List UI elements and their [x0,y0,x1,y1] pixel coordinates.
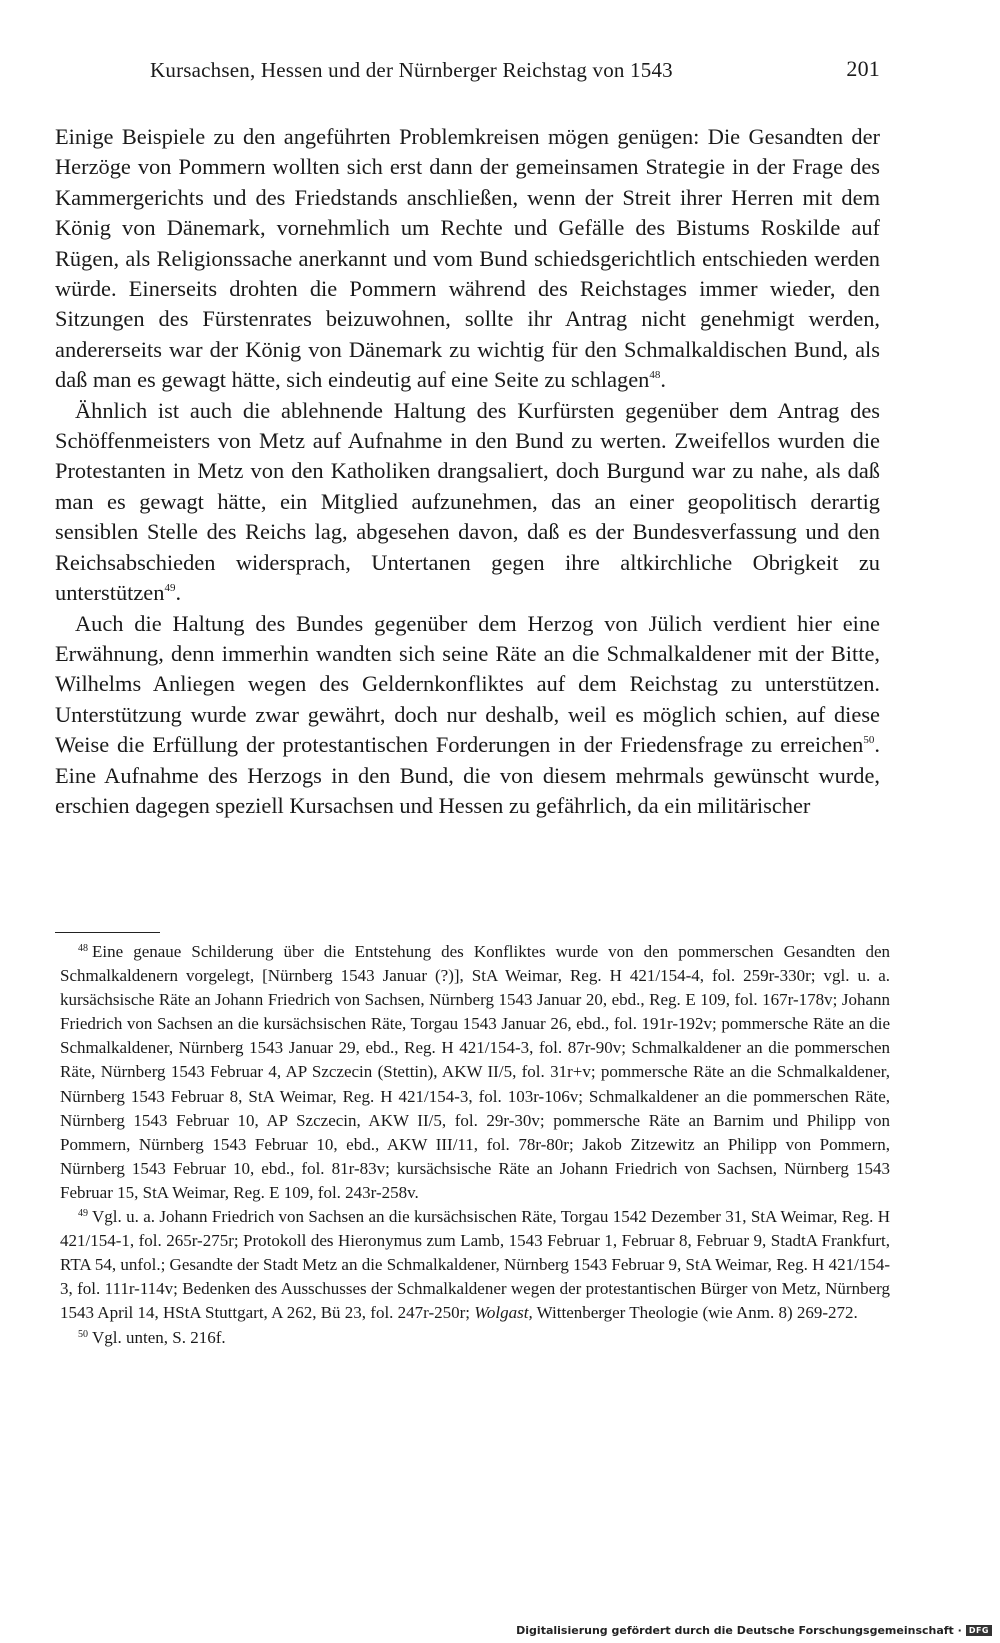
footnote-ref-48[interactable]: 48 [649,369,661,382]
footnotes [60,940,890,1350]
footnote-mark: 49 [78,1208,88,1220]
footnote-ref-50[interactable]: 50 [863,734,875,747]
paragraph-tail: . [175,580,182,606]
footnote-50 [60,1326,890,1350]
footnote-text-tail: Wittenberger Theologie (wie Anm. 8) 269-272. [532,1303,858,1323]
credit-text: Digitalisierung gefördert durch die Deutsche Forschungsgemeinschaft · [516,1624,962,1637]
paragraph-1 [55,122,880,396]
running-header [150,58,880,83]
page-number: 201 [846,56,880,81]
paragraph-text: Auch die Haltung des Bundes gegenüber dem Herzog von Jülich verdient hier eine Erwähnung, denn immerhin wandten sich seine Räte an die Schmalkaldener mit der Bitte, Wilhelms Anliegen wegen des Geldernkonfliktes auf dem Reichstag zu unterstützen. Unterstützung wurde zwar gewährt, doch nur deshalb, weil es möglich schien, auf diese Weise die Erfüllung der protestantischen Forderungen in der Friedensfrage zu erreichen [55,610,880,758]
footnote-separator [55,932,160,933]
dfg-logo: DFG [966,1625,992,1636]
main-text [55,122,880,821]
footnote-48 [60,940,890,1205]
footnote-text: Vgl. unten, S. 216f. [92,1327,226,1347]
paragraph-3 [55,609,880,822]
paragraph-2 [55,396,880,609]
footnote-ref-49[interactable]: 49 [164,582,176,595]
footnote-mark: 48 [78,943,88,954]
running-title: Kursachsen, Hessen und der Nürnberger Reichstag von 1543 [150,58,673,82]
paragraph-tail: . Eine Aufnahme des Herzogs in den Bund, die von diesem mehrmals gewünscht wurde, erschien dagegen speziell Kursachsen und Hessen zu gefährlich, da ein militärischer [55,732,880,818]
footnote-text: Vgl. u. a. Johann Friedrich von Sachsen an die kursächsischen Räte, Torgau 1542 Dezember 31, StA Weimar, Reg. H 421/154-1, fol. 265r-275r; Protokoll des Hieronymus zum Lamb, 1543 Februar 1, Februar 8, Februar 9, StadtA Frankfurt, RTA 54, unfol.; Gesandte der Stadt Metz an die Schmalkaldener, Nürnberg 1543 Februar 9, StA Weimar, Reg. H 421/154-3, fol. 111r-114v; Bedenken des Ausschusses der Schmalkaldener wegen der protestantischen Bürger von Metz, Nürnberg 1543 April 14, HStA Stuttgart, A 262, Bü 23, fol. 247r-250r; [60,1207,890,1323]
paragraph-text: Ähnlich ist auch die ablehnende Haltung des Kurfürsten gegenüber dem Antrag des Schöffenmeisters von Metz auf Aufnahme in den Bund zu werten. Zweifellos wurden die Protestanten in Metz von den Katholiken drangsaliert, doch Burgund war zu nahe, als daß man es gewagt hätte, ein Mitglied aufzunehmen, das an einer geopolitisch derartig sensiblen Stelle des Reichs lag, abgesehen davon, daß es der Bundesverfassung und den Reichsabschieden widersprach, Untertanen gegen ihre altkirchliche Obrigkeit zu unterstützen [55,397,880,606]
footnote-text: Eine genaue Schilderung über die Entstehung des Konfliktes wurde von den pommerschen Gesandten den Schmalkaldenern vorgelegt, [Nürnberg 1543 Januar (?)], StA Weimar, Reg. H 421/154-4, fol. 259r-330r; vgl. u. a. kursächsische Räte an Johann Friedrich von Sachsen, Nürnberg 1543 Januar 20, ebd., Reg. E 109, fol. 167r-178v; Johann Friedrich von Sachsen an die kursächsischen Räte, Torgau 1543 Januar 26, ebd., fol. 191r-192v; pommersche Räte an die Schmalkaldener, Nürnberg 1543 Januar 29, ebd., Reg. H 421/154-3, fol. 87r-90v; Schmalkaldener an die pommerschen Räte, Nürnberg 1543 Februar 4, AP Szczecin (Stettin), AKW II/5, fol. 31r+v; pommersche Räte an die Schmalkaldener, Nürnberg 1543 Februar 8, StA Weimar, Reg. H 421/154-3, fol. 103r-106v; Schmalkaldener an die pommerschen Räte, Nürnberg 1543 Februar 10, AP Szczecin, AKW II/5, fol. 29r-30v; pommersche Räte an Barnim und Philipp von Pommern, Nürnberg 1543 Februar 10, ebd., AKW III/11, fol. 78r-80r; Jakob Zitzewitz an Philipp von Pommern, Nürnberg 1543 Februar 10, ebd., fol. 81r-83v; kursächsische Räte an Johann Friedrich von Sachsen, Nürnberg 1543 Februar 15, StA Weimar, Reg. E 109, fol. 243r-258v. [60,942,890,1202]
footnote-author: Wolgast, [474,1303,533,1323]
footnote-49 [60,1205,890,1325]
paragraph-tail: . [660,367,666,393]
paragraph-text: Einige Beispiele zu den angeführten Problemkreisen mögen genügen: Die Gesandten der Herzöge von Pommern wollten sich erst dann der gemeinsamen Strategie in der Frage des Kammergerichts und des Friedstands anschließen, wenn der Streit ihrer Herren mit dem König von Dänemark, vornehmlich um Rechte und Gefälle des Bistums Roskilde auf Rügen, als Religionssache anerkannt und vom Bund schiedsgerichtlich entschieden werden würde. Einerseits drohten die Pommern während des Reichstages immer wieder, den Sitzungen des Fürstenrates beizuwohnen, sollte ihr Antrag nicht genehmigt werden, andererseits war der König von Dänemark zu wichtig für den Schmalkaldischen Bund, als daß man es gewagt hätte, sich eindeutig auf eine Seite zu schlagen [55,124,880,393]
digitization-credit [516,1624,992,1637]
footnote-mark: 50 [78,1328,88,1340]
